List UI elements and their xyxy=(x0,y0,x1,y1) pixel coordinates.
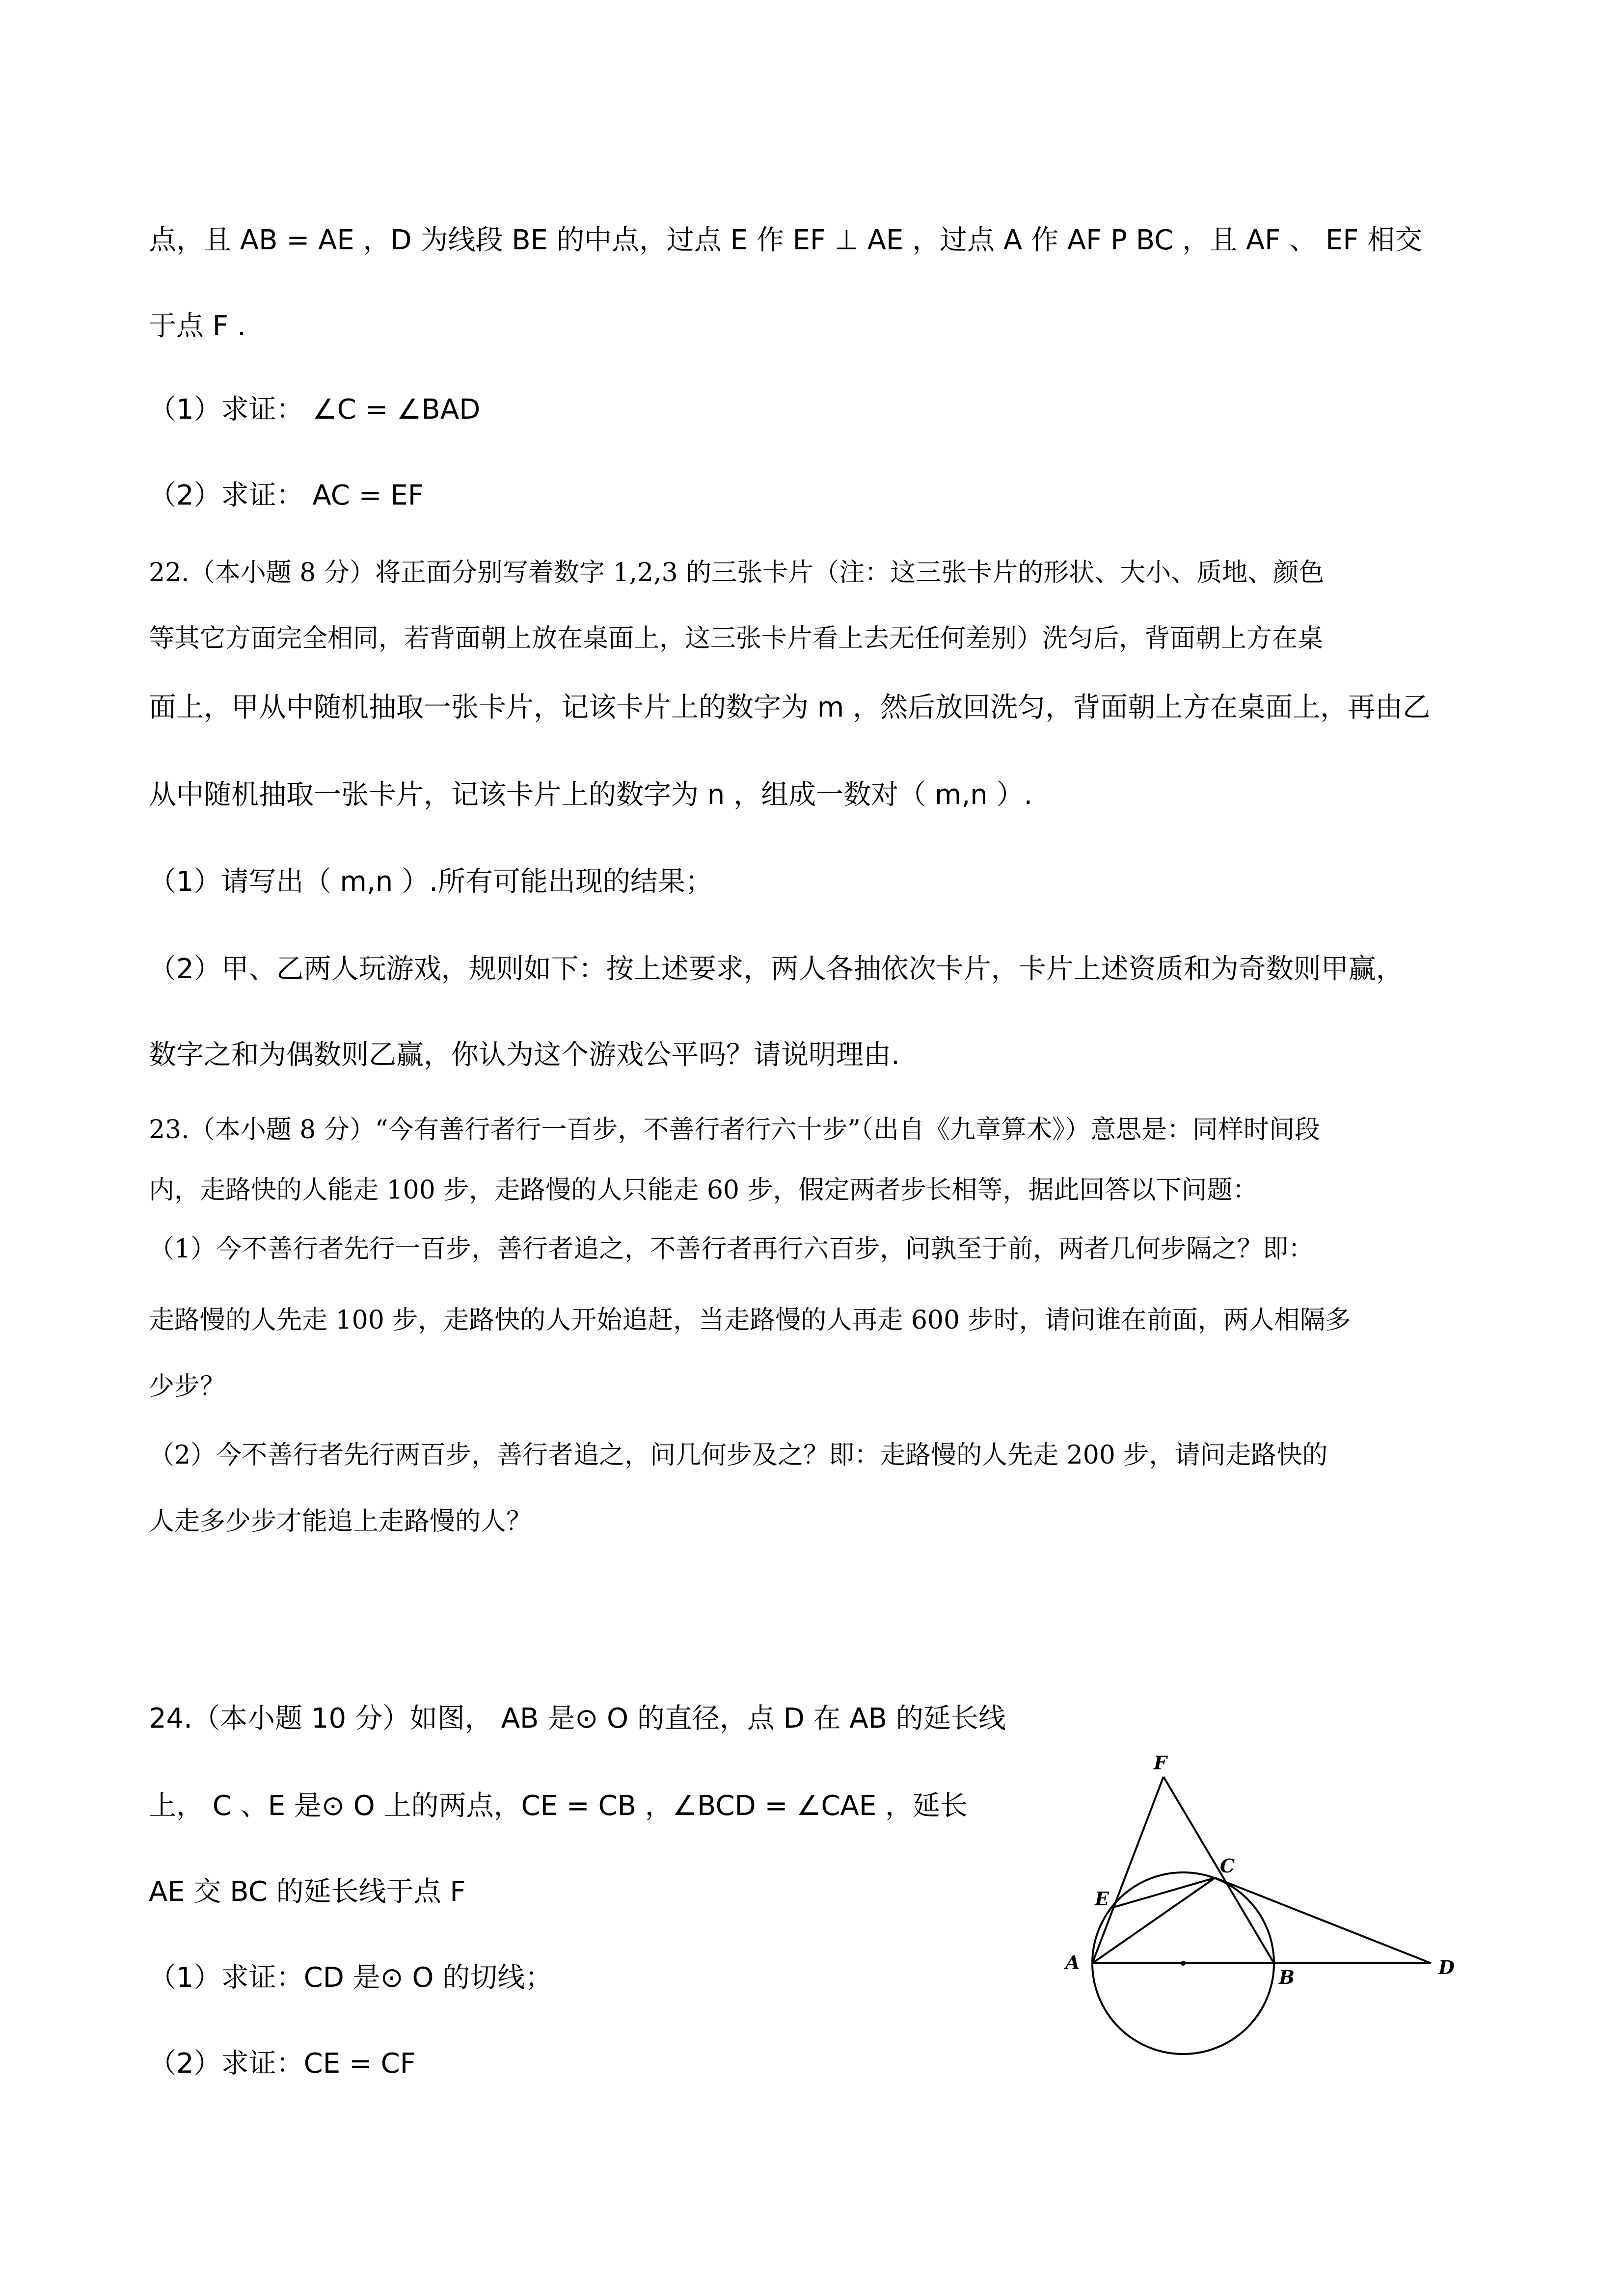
label-c: C xyxy=(1220,1855,1235,1877)
q21-part-2: （2）求证： AC = EF xyxy=(149,480,424,511)
q22-part-2-line-1: （2）甲、乙两人玩游戏，规则如下：按上述要求，两人各抽依次卡片，卡片上述资质和为奇数则甲赢， xyxy=(149,953,1404,985)
q23-part-2-line-2: 人走多少步才能追上走路慢的人？ xyxy=(149,1507,532,1536)
q23-part-1-line-2: 走路慢的人先走 100 步，走路快的人开始追赶，当走路慢的人再走 600 步时，请问谁在前面，两人相隔多 xyxy=(149,1306,1351,1335)
q21-part-1: （1）求证： ∠C = ∠BAD xyxy=(149,394,481,426)
q22-part-2-line-2: 数字之和为偶数则乙赢，你认为这个游戏公平吗？请说明理由. xyxy=(149,1039,900,1071)
line-c-d xyxy=(1215,1878,1431,1963)
q23-part-1-line-1: （1）今不善行者先行一百步，善行者追之，不善行者再行六百步，问孰至于前，两者几何步隔之？即： xyxy=(149,1234,1314,1264)
label-a: A xyxy=(1065,1951,1080,1974)
q24-part-1: （1）求证：CD 是⊙ O 的切线； xyxy=(149,1962,553,1994)
q21-line-1: 点，且 AB = AE ，D 为线段 BE 的中点，过点 E 作 EF ⊥ AE ，过点 A 作 AF P BC ，且 AF 、 EF 相交 xyxy=(149,224,1423,256)
q24-line-2: 上， C 、E 是⊙ O 上的两点，CE = CB ，∠BCD = ∠CAE ，延长 xyxy=(149,1790,968,1822)
q23-line-1: 23.（本小题 8 分）“今有善行者行一百步，不善行者行六十步”（出自《九章算术》）意思是：同样时间段 xyxy=(149,1115,1321,1145)
q22-line-1: 22.（本小题 8 分）将正面分别写着数字 1,2,3 的三张卡片（注：这三张卡片的形状、大小、质地、颜色 xyxy=(149,558,1325,587)
q22-line-4: 从中随机抽取一张卡片，记该卡片上的数字为 n ，组成一数对（ m,n ）. xyxy=(149,779,1033,811)
q23-part-1-line-3: 少步？ xyxy=(149,1372,226,1401)
label-e: E xyxy=(1095,1888,1109,1910)
q22-line-3: 面上，甲从中随机抽取一张卡片，记该卡片上的数字为 m ，然后放回洗匀，背面朝上方在桌面上，再由乙 xyxy=(149,692,1431,723)
line-f-b xyxy=(1164,1777,1274,1963)
q24-line-1: 24.（本小题 10 分）如图， AB 是⊙ O 的直径，点 D 在 AB 的延长线 xyxy=(149,1703,1006,1735)
label-d: D xyxy=(1438,1956,1455,1978)
q23-part-2-line-1: （2）今不善行者先行两百步，善行者追之，问几何步及之？即：走路慢的人先走 200 步，请问走路快的 xyxy=(149,1441,1328,1470)
label-f: F xyxy=(1154,1752,1167,1774)
q21-line-2: 于点 F . xyxy=(149,310,246,342)
q22-line-2: 等其它方面完全相同，若背面朝上放在桌面上，这三张卡片看上去无任何差别）洗匀后，背面朝上方在桌 xyxy=(149,624,1324,653)
geometry-figure xyxy=(1056,1747,1497,2091)
q24-part-2: （2）求证：CE = CF xyxy=(149,2048,416,2080)
q24-line-3: AE 交 BC 的延长线于点 F xyxy=(149,1876,466,1908)
line-e-c xyxy=(1113,1878,1215,1907)
line-a-f xyxy=(1092,1777,1164,1963)
label-b: B xyxy=(1279,1966,1295,1988)
q22-part-1: （1）请写出（ m,n ）.所有可能出现的结果； xyxy=(149,866,713,898)
q23-line-2: 内，走路快的人能走 100 步，走路慢的人只能走 60 步，假定两者步长相等，据此回答以下问题： xyxy=(149,1175,1258,1205)
line-a-c xyxy=(1092,1878,1215,1963)
